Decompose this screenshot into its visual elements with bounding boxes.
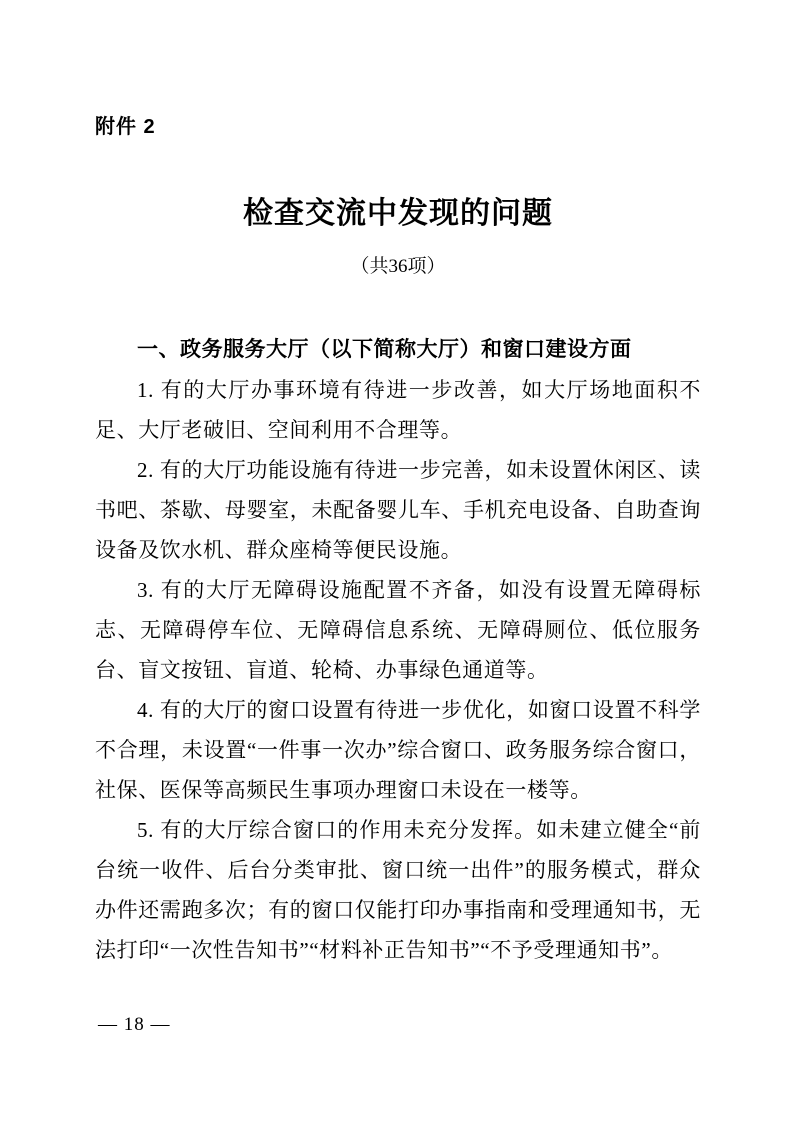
- section-heading: 一、政务服务大厅（以下简称大厅）和窗口建设方面: [137, 338, 632, 362]
- page-subtitle: （共36项）: [350, 256, 446, 278]
- body-paragraph-3: 3. 有的大厅无障碍设施配置不齐备，如没有设置无障碍标志、无障碍停车位、无障碍信息系统、无障碍厕位、低位服务台、盲文按钮、盲道、轮椅、办事绿色通道等。: [95, 578, 701, 683]
- body-paragraph-5: 5. 有的大厅综合窗口的作用未充分发挥。如未建立健全“前台统一收件、后台分类审批、窗口统一出件”的服务模式，群众办件还需跑多次；有的窗口仅能打印办事指南和受理通知书，无法打印“一次性告知书”“材料补正告知书”“不予受理通知书”。: [95, 818, 701, 963]
- page-title: 检查交流中发现的问题: [243, 197, 553, 230]
- body-paragraph-4: 4. 有的大厅的窗口设置有待进一步优化，如窗口设置不科学不合理，未设置“一件事一次办”综合窗口、政务服务综合窗口，社保、医保等高频民生事项办理窗口未设在一楼等。: [95, 698, 701, 803]
- attachment-label: 附件 2: [95, 116, 156, 138]
- body-paragraph-2: 2. 有的大厅功能设施有待进一步完善，如未设置休闲区、读书吧、茶歇、母婴室，未配备婴儿车、手机充电设备、自助查询设备及饮水机、群众座椅等便民设施。: [95, 458, 701, 563]
- body-paragraph-1: 1. 有的大厅办事环境有待进一步改善，如大厅场地面积不足、大厅老破旧、空间利用不合理等。: [95, 378, 701, 443]
- document-content: [95, 114, 701, 970]
- page-number: — 18 —: [98, 1014, 171, 1035]
